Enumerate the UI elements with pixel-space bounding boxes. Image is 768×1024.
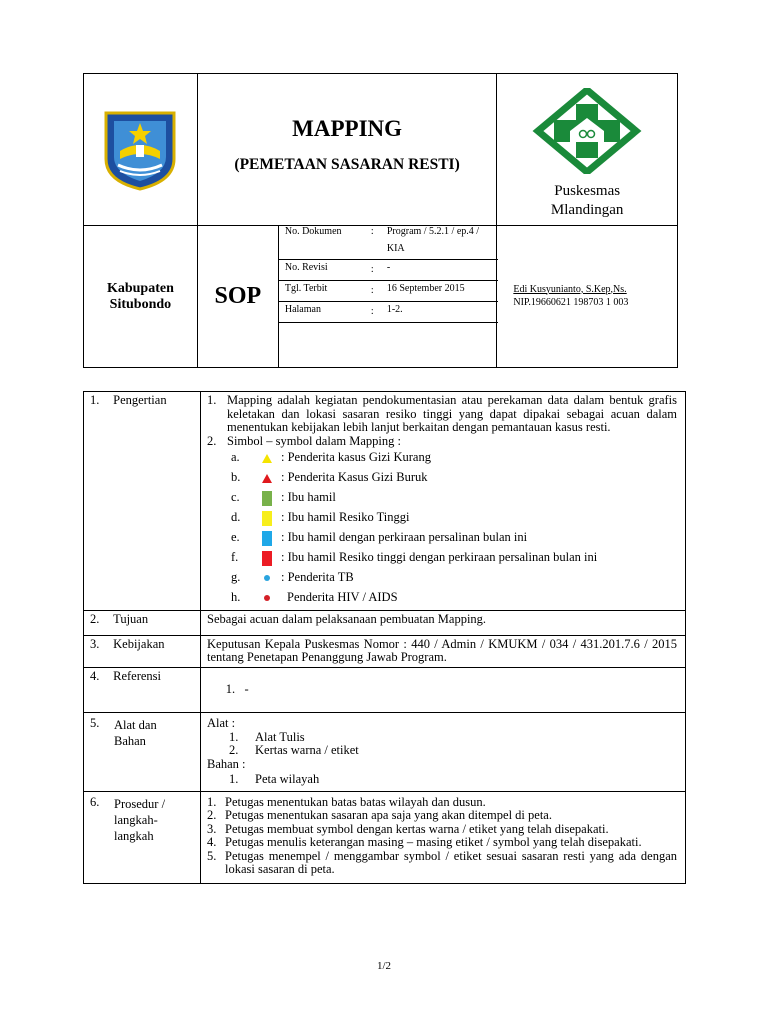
section-label: Tujuan bbox=[113, 612, 149, 626]
list-item bbox=[207, 836, 677, 850]
symbol-letter: g. bbox=[231, 570, 241, 585]
meta-label-terbit: Tgl. Terbit bbox=[284, 283, 328, 294]
section-number: 1. bbox=[90, 393, 100, 407]
section-label: Referensi bbox=[113, 668, 162, 683]
document-subtitle: (PEMETAAN SASARAN RESTI) bbox=[234, 155, 460, 173]
definition-text: Mapping adalah kegiatan pendokumentasian atau perekaman data dalam bentuk grafis keletakan dan lokasi sasaran resiko tinggi yang dapat dipakai sebagai acuan dalam menentukan kebijakan lebih lanjut berkaitan dengan pemantauan kasus resti. bbox=[227, 393, 677, 434]
symbol-row bbox=[207, 588, 677, 608]
dot-symbol-icon bbox=[264, 575, 270, 581]
symbol-row bbox=[207, 448, 677, 468]
regency-crest-logo bbox=[100, 109, 180, 191]
meta-label-dokumen: No. Dokumen bbox=[284, 226, 342, 237]
triangle-symbol-icon bbox=[262, 454, 272, 463]
meta-colon: : bbox=[370, 226, 374, 237]
section-label-cell bbox=[84, 791, 201, 883]
list-number: 2. bbox=[229, 743, 239, 757]
section-label: Alat dan Bahan bbox=[114, 718, 157, 748]
square-symbol-icon bbox=[262, 511, 272, 526]
symbol-row bbox=[207, 488, 677, 508]
section-number: 5. bbox=[90, 716, 100, 730]
meta-label-halaman: Halaman bbox=[284, 304, 321, 315]
meta-value-terbit: 16 September 2015 bbox=[386, 283, 465, 294]
meta-value-dokumen: Program / 5.2.1 / ep.4 / KIA bbox=[386, 226, 480, 254]
list-number: 5. bbox=[207, 848, 217, 863]
list-number: 3. bbox=[207, 821, 217, 836]
meta-value-revisi: - bbox=[386, 262, 391, 273]
symbol-letter: e. bbox=[231, 530, 240, 545]
section-number: 4. bbox=[90, 668, 100, 683]
symbol-letter: h. bbox=[231, 590, 241, 605]
symbol-row bbox=[207, 468, 677, 488]
section-label-cell bbox=[84, 611, 201, 636]
table-row bbox=[84, 713, 686, 792]
table-row bbox=[84, 392, 686, 611]
logo-cell bbox=[84, 74, 198, 226]
symbol-description: : Ibu hamil Resiko tinggi dengan perkiraan persalinan bulan ini bbox=[281, 550, 598, 565]
bahan-item: Peta wilayah bbox=[255, 772, 320, 786]
alat-item: Kertas warna / etiket bbox=[255, 743, 359, 757]
bahan-label: Bahan : bbox=[207, 756, 246, 771]
table-row bbox=[84, 611, 686, 636]
section-number: 3. bbox=[90, 636, 100, 651]
section-label: Kebijakan bbox=[113, 636, 165, 651]
sop-meta-cell bbox=[197, 226, 497, 368]
symbol-row bbox=[207, 528, 677, 548]
section-content-cell bbox=[201, 713, 686, 792]
symbol-description: : Penderita TB bbox=[281, 570, 354, 585]
list-number: 4. bbox=[207, 835, 217, 849]
org-cell bbox=[497, 74, 678, 226]
alat-item: Alat Tulis bbox=[255, 729, 305, 744]
meta-colon: : bbox=[370, 264, 374, 275]
list-item bbox=[207, 809, 677, 823]
symbol-row bbox=[207, 548, 677, 568]
symbol-letter: d. bbox=[231, 510, 241, 525]
step-text: Petugas menentukan sasaran apa saja yang akan ditempel di peta. bbox=[225, 808, 552, 822]
symbol-description: : Ibu hamil bbox=[281, 490, 336, 505]
section-label: Pengertian bbox=[113, 393, 167, 407]
list-number: 2. bbox=[207, 433, 217, 448]
region-cell bbox=[84, 226, 198, 368]
list-item bbox=[207, 823, 677, 837]
dot-symbol-icon bbox=[264, 595, 270, 601]
meta-label-revisi: No. Revisi bbox=[284, 262, 328, 273]
symbol-letter: f. bbox=[231, 550, 239, 565]
section-label-cell bbox=[84, 635, 201, 667]
referensi-text: 1. - bbox=[225, 682, 249, 696]
procedure-steps bbox=[207, 796, 677, 877]
tujuan-text: Sebagai acuan dalam pelaksanaan pembuatan Mapping. bbox=[207, 612, 487, 626]
signer-cell bbox=[497, 226, 678, 368]
list-item bbox=[207, 796, 677, 810]
list-number: 1. bbox=[207, 393, 217, 407]
symbol-letter: a. bbox=[231, 450, 240, 465]
list-number: 1. bbox=[207, 794, 217, 809]
list-number: 2. bbox=[207, 808, 217, 822]
section-content-cell bbox=[201, 611, 686, 636]
section-label: Prosedur / langkah-langkah bbox=[114, 796, 166, 843]
section-content-cell bbox=[201, 791, 686, 883]
symbol-letter: c. bbox=[231, 490, 240, 505]
meta-colon: : bbox=[370, 306, 374, 317]
symbol-description: : Ibu hamil dengan perkiraan persalinan bulan ini bbox=[281, 530, 528, 545]
list-item bbox=[207, 850, 677, 877]
section-label-cell bbox=[84, 713, 201, 792]
region-name: Kabupaten Situbondo bbox=[106, 280, 174, 312]
step-text: Petugas menulis keterangan masing – masing etiket / symbol yang telah disepakati. bbox=[225, 835, 642, 849]
table-row bbox=[84, 791, 686, 883]
signer-nip: NIP.19660621 198703 1 003 bbox=[513, 296, 629, 308]
signer-name: Edi Kusyunianto, S.Kep,Ns. bbox=[513, 283, 627, 295]
list-number: 1. bbox=[229, 729, 239, 744]
symbol-description: : Penderita kasus Gizi Kurang bbox=[281, 450, 431, 465]
section-content-cell bbox=[201, 635, 686, 667]
square-symbol-icon bbox=[262, 491, 272, 506]
org-name: Puskesmas Mlandingan bbox=[550, 182, 624, 218]
symbol-row bbox=[207, 508, 677, 528]
sop-header-table bbox=[83, 73, 678, 368]
table-row bbox=[84, 667, 686, 713]
triangle-symbol-icon bbox=[262, 474, 272, 483]
section-label-cell bbox=[84, 667, 201, 713]
symbol-letter: b. bbox=[231, 470, 241, 485]
meta-colon: : bbox=[370, 285, 374, 296]
step-text: Petugas menempel / menggambar symbol / etiket sesuai sasaran resti yang ada dengan lokasi sasaran di peta. bbox=[225, 848, 677, 876]
document-title: MAPPING bbox=[292, 115, 403, 141]
section-number: 2. bbox=[90, 612, 100, 626]
step-text: Petugas menentukan batas batas wilayah dan dusun. bbox=[225, 794, 486, 809]
section-content-cell bbox=[201, 667, 686, 713]
puskesmas-logo bbox=[532, 88, 642, 174]
kebijakan-text: Keputusan Kepala Puskesmas Nomor : 440 / Admin / KMUKM / 034 / 431.201.7.6 / 2015 tentang Penetapan Penanggung Jawab Program. bbox=[207, 636, 677, 664]
section-content-cell bbox=[201, 392, 686, 611]
symbol-description: : Ibu hamil Resiko Tinggi bbox=[281, 510, 410, 525]
symbol-row bbox=[207, 568, 677, 588]
symbol-heading: Simbol – symbol dalam Mapping : bbox=[227, 433, 401, 448]
alat-label: Alat : bbox=[207, 716, 236, 730]
square-symbol-icon bbox=[262, 551, 272, 566]
step-text: Petugas membuat symbol dengan kertas warna / etiket yang telah disepakati. bbox=[225, 821, 609, 836]
meta-value-halaman: 1-2. bbox=[386, 304, 403, 315]
square-symbol-icon bbox=[262, 531, 272, 546]
symbol-description: : Penderita Kasus Gizi Buruk bbox=[281, 470, 428, 485]
page-number: 1/2 bbox=[376, 960, 392, 972]
sop-label: SOP bbox=[214, 283, 262, 309]
symbol-legend bbox=[207, 448, 677, 608]
list-number: 1. bbox=[229, 772, 239, 786]
sop-content-table bbox=[83, 391, 686, 884]
section-number: 6. bbox=[90, 794, 100, 809]
table-row bbox=[84, 635, 686, 667]
section-label-cell bbox=[84, 392, 201, 611]
symbol-description: Penderita HIV / AIDS bbox=[287, 590, 398, 605]
title-cell bbox=[197, 74, 497, 226]
